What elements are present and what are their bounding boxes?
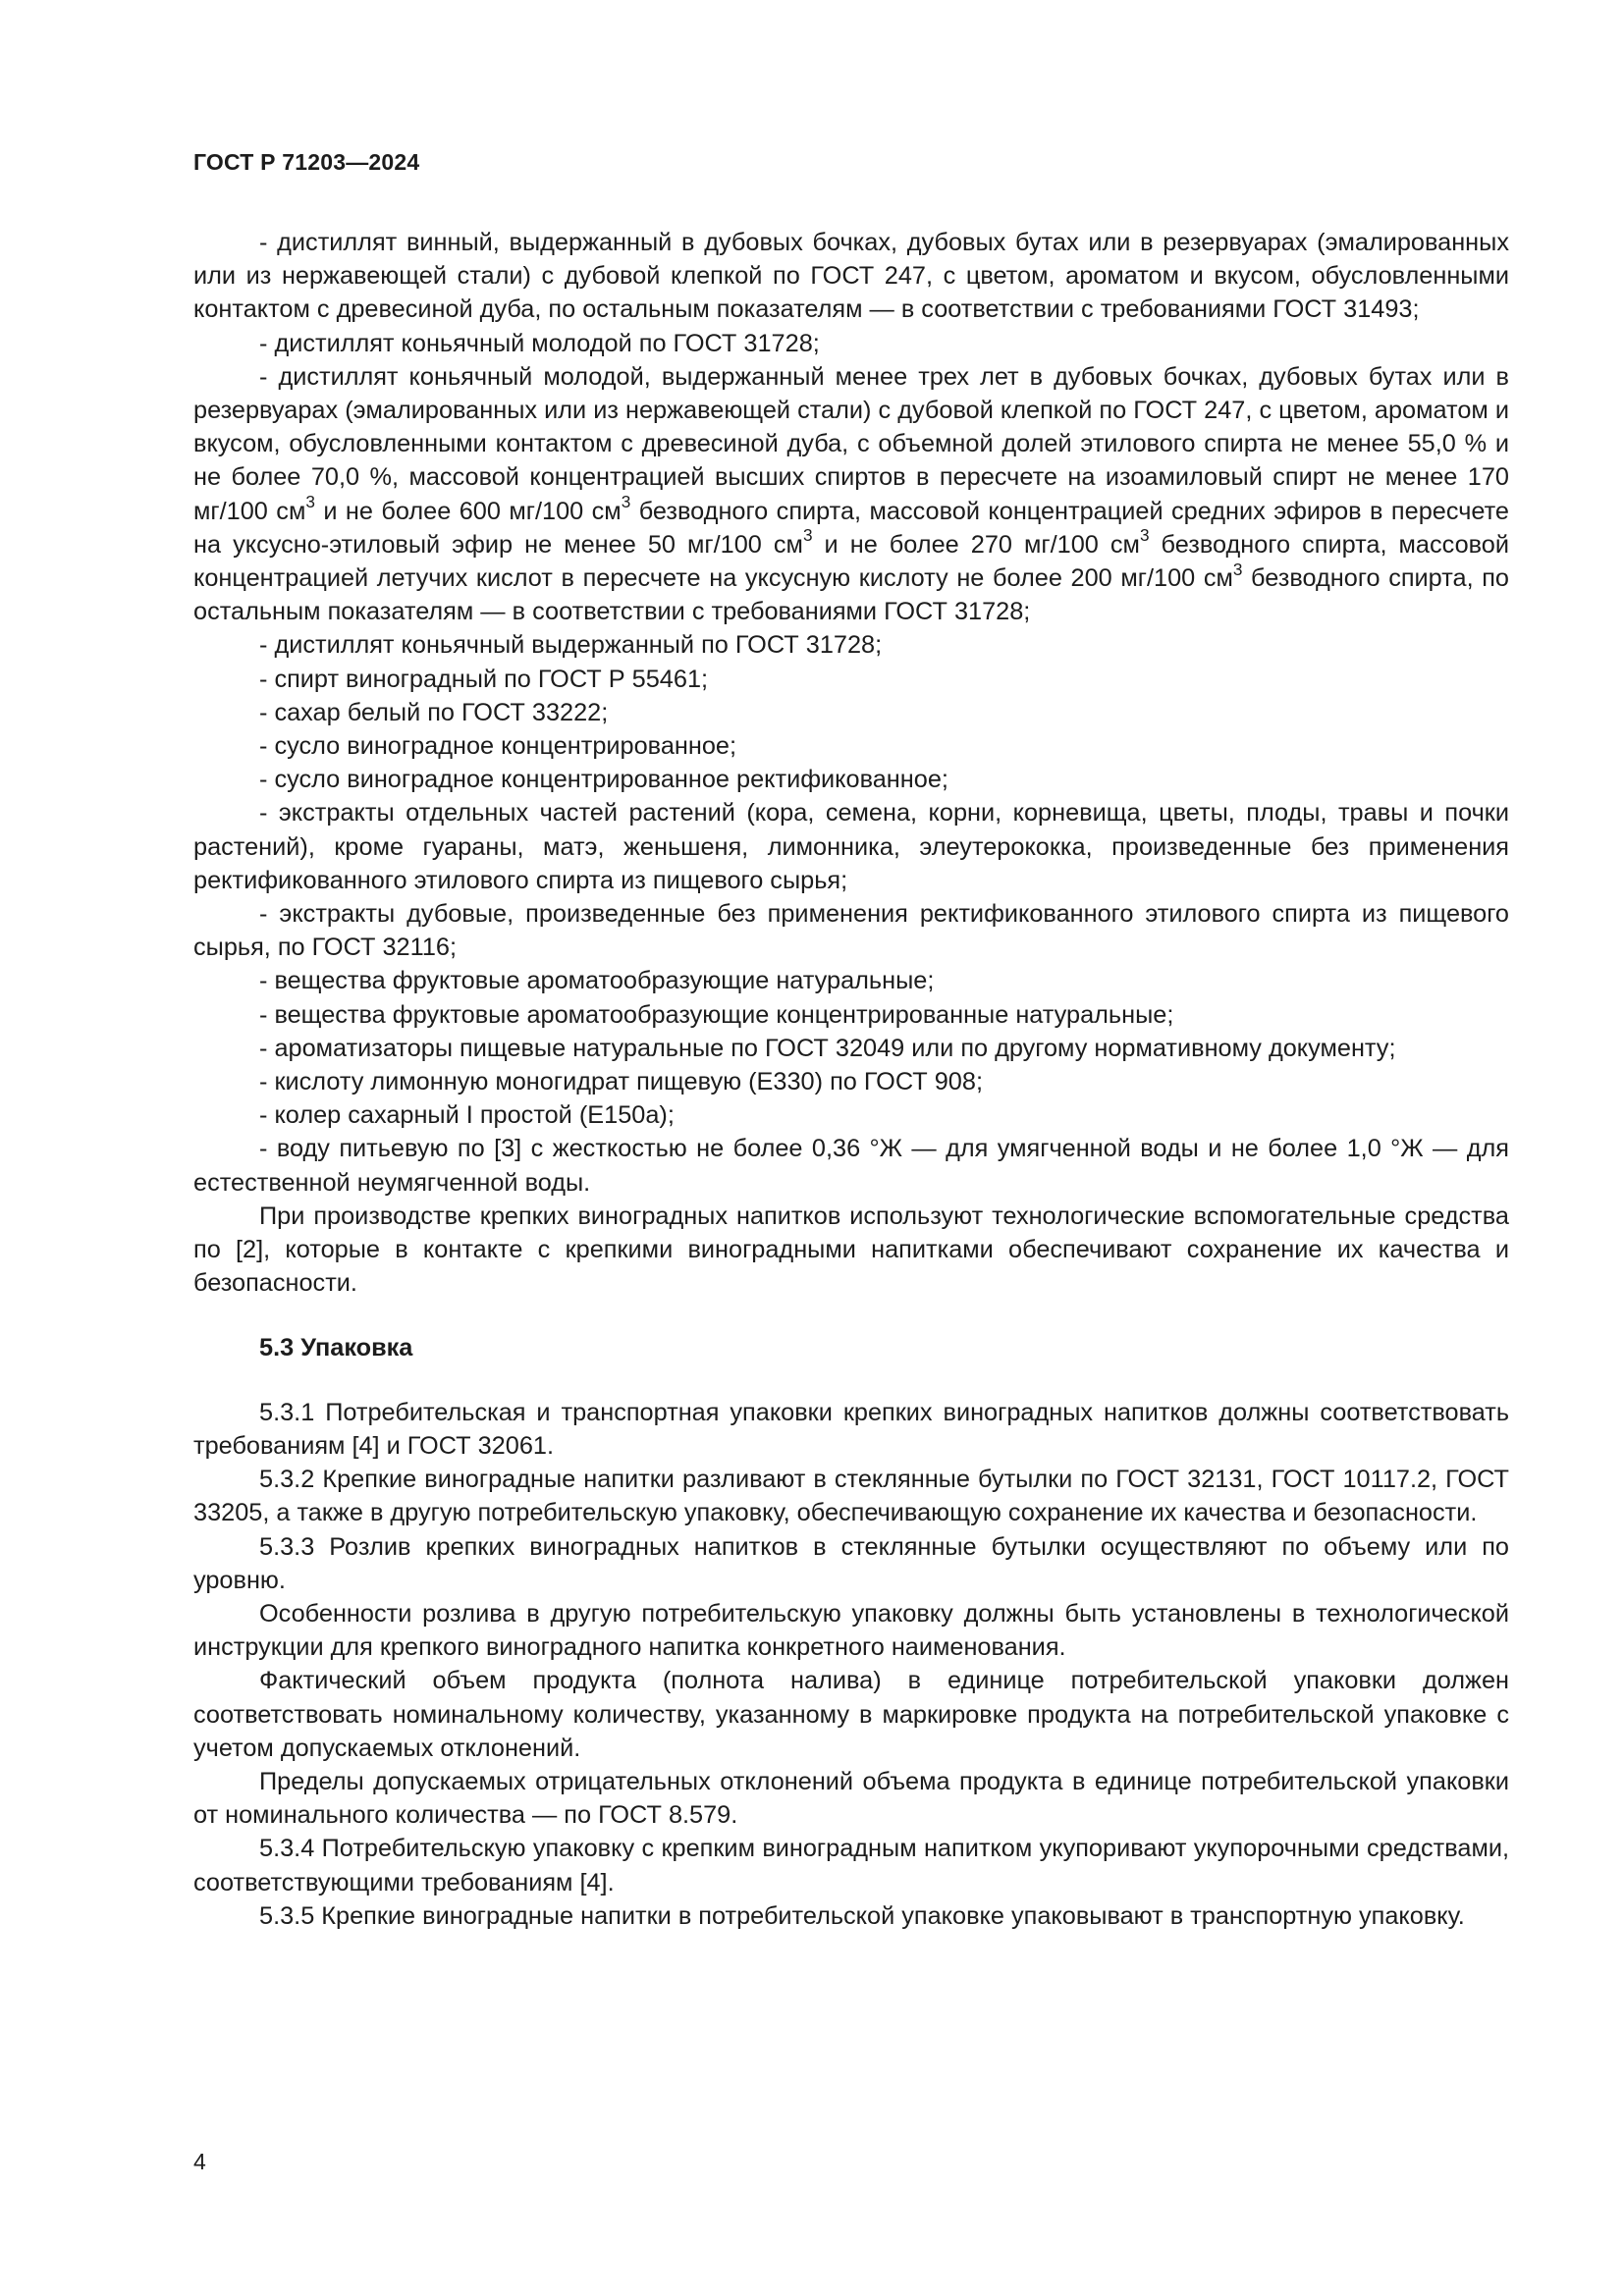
ingredient-item-text: безводного спирта, массовой концентрацией средних эфиров в пересчете на уксусно-этиловый эфир не менее 50 мг/100 см: [193, 497, 1509, 559]
ingredient-item: - экстракты дубовые, произведенные без применения ректификованного этилового спирта из пищевого сырья, по ГОСТ 32116;: [193, 900, 1509, 962]
ingredient-item: - кислоту лимонную моногидрат пищевую (Е330) по ГОСТ 908;: [259, 1068, 983, 1096]
aux-agents-paragraph: При производстве крепких виноградных напитков используют технологические вспомогательные средства по [2], которые в контакте с крепкими виноградными напитками обеспечивают сохранение их качества и безопасности.: [193, 1201, 1509, 1298]
section-paragraph: 5.3.3 Розлив крепких виноградных напитков в стеклянные бутылки осуществляют по объему или по уровню.: [193, 1532, 1509, 1594]
ingredient-item-text: и не более 270 мг/100 см: [812, 530, 1140, 559]
ingredient-item: - колер сахарный I простой (Е150а);: [259, 1101, 675, 1130]
ingredient-item-cognac-young-aged: [193, 360, 1509, 629]
superscript: 3: [1232, 559, 1243, 579]
ingredient-item: - сусло виноградное концентрированное ректификованное;: [259, 766, 948, 794]
ingredient-item-text: - дистиллят коньячный молодой, выдержанный менее трех лет в дубовых бочках, дубовых бутах или в резервуарах (эмалированных или из нержавеющей стали) с дубовой клепкой по ГОСТ 247, с цветом, ароматом и вкусом, обусловленными контактом с древесиной дуба, с объемной долей этилового спирта не менее 55,0 % и не более 70,0 %, массовой концентрацией высших спиртов в пересчете на изоамиловый спирт не менее 170 мг/100 см: [193, 362, 1509, 525]
superscript: 3: [802, 525, 813, 546]
section-paragraph: 5.3.1 Потребительская и транспортная упаковки крепких виноградных напитков должны соответствовать требованиям [4] и ГОСТ 32061.: [193, 1398, 1509, 1460]
ingredient-item-text: безводного спирта, массовой концентрацией летучих кислот в пересчете на уксусную кислоту не более 200 мг/100 см: [193, 530, 1510, 593]
ingredient-item: - сусло виноградное концентрированное;: [259, 732, 737, 761]
ingredient-item: - воду питьевую по [3] с жесткостью не более 0,36 °Ж — для умягченной воды и не более 1,0 °Ж — для естественной неумягченной воды.: [193, 1135, 1509, 1197]
ingredient-item: - дистиллят коньячный молодой по ГОСТ 31728;: [259, 329, 820, 357]
ingredient-item: - спирт виноградный по ГОСТ Р 55461;: [259, 665, 709, 693]
section-paragraph: Фактический объем продукта (полнота налива) в единице потребительской упаковки должен соответствовать номинальному количеству, указанному в маркировке продукта на потребительской упаковке с учетом допускаемых отклонений.: [193, 1667, 1509, 1762]
section-paragraph: 5.3.5 Крепкие виноградные напитки в потребительской упаковке упаковывают в транспортную упаковку.: [259, 1901, 1465, 1930]
ingredient-item: - дистиллят винный, выдержанный в дубовых бочках, дубовых бутах или в резервуарах (эмалированных или из нержавеющей стали) с дубовой клепкой по ГОСТ 247, с цветом, ароматом и вкусом, обусловленными контактом с древесиной дуба, по остальным показателям — в соответствии с требованиями ГОСТ 31493;: [193, 229, 1509, 324]
superscript: 3: [305, 492, 315, 512]
ingredient-item: - сахар белый по ГОСТ 33222;: [259, 698, 609, 726]
ingredient-item: - вещества фруктовые ароматообразующие концентрированные натуральные;: [259, 1000, 1174, 1029]
section-paragraph: 5.3.2 Крепкие виноградные напитки разливают в стеклянные бутылки по ГОСТ 32131, ГОСТ 10117.2, ГОСТ 33205, а также в другую потребительскую упаковку, обеспечивающую сохранение их качества и безопасности.: [193, 1466, 1509, 1527]
ingredient-item-text: безводного спирта, по остальным показателям — в соответствии с требованиями ГОСТ 31728;: [193, 564, 1509, 626]
section-title-packaging: 5.3 Упаковка: [259, 1333, 413, 1362]
section-paragraph: Пределы допускаемых отрицательных отклонений объема продукта в единице потребительской упаковки от номинального количества — по ГОСТ 8.579.: [193, 1767, 1509, 1830]
ingredient-item: - дистиллят коньячный выдержанный по ГОСТ 31728;: [259, 631, 883, 660]
ingredient-item-text: и не более 600 мг/100 см: [314, 497, 622, 525]
ingredient-item: - вещества фруктовые ароматообразующие натуральные;: [259, 967, 935, 995]
section-paragraph: Особенности розлива в другую потребительскую упаковку должны быть установлены в технологической инструкции для крепкого виноградного напитка конкретного наименования.: [193, 1599, 1509, 1662]
page-content: [193, 226, 1509, 1933]
document-header: ГОСТ Р 71203—2024: [193, 149, 420, 175]
section-paragraph: 5.3.4 Потребительскую упаковку с крепким виноградным напитком укупоривают укупорочными средствами, соответствующими требованиям [4].: [193, 1835, 1509, 1896]
ingredient-item: - ароматизаторы пищевые натуральные по ГОСТ 32049 или по другому нормативному документу;: [259, 1034, 1396, 1062]
ingredient-item: - экстракты отдельных частей растений (кора, семена, корни, корневища, цветы, плоды, травы и почки растений), кроме гуараны, матэ, женьшеня, лимонника, элеутерококка, произведенные без применения ректификованного этилового спирта из пищевого сырья;: [193, 799, 1509, 894]
superscript: 3: [1139, 525, 1150, 546]
page-number: 4: [193, 2149, 206, 2174]
superscript: 3: [621, 492, 631, 512]
